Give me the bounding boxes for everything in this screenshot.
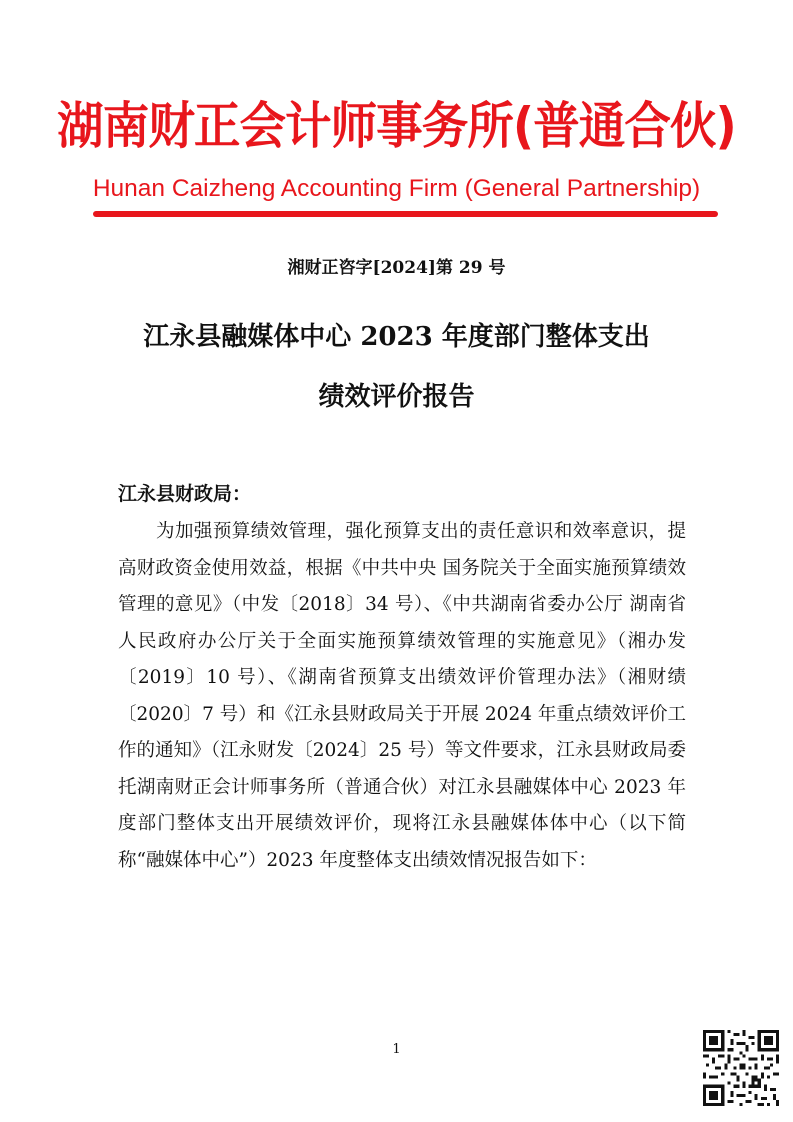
addressee: 江永县财政局： xyxy=(118,483,252,505)
firm-name: 湖南财正会计师事务所(普通合伙) xyxy=(57,97,736,155)
qr-code-icon xyxy=(703,1030,779,1106)
document-number: 湘财正咨字[2024]第 29 号 xyxy=(287,258,506,278)
firm-name-english: Hunan Caizheng Accounting Firm (General Partnership) xyxy=(92,175,701,202)
header-divider xyxy=(93,211,718,217)
report-title-line-2: 绩效评价报告 xyxy=(318,382,475,412)
report-title-line-1: 江永县融媒体中心 2023 年度部门整体支出 xyxy=(143,322,650,352)
page-number: 1 xyxy=(392,1042,401,1057)
body-paragraph: 为加强预算绩效管理，强化预算支出的责任意识和效率意识，提高财政资金使用效益，根据《中共中央 国务院关于全面实施预算绩效管理的意见》（中发〔2018〕34 号）、《中共湖南省委办公厅 湖南省人民政府办公厅关于全面实施预算绩效管理的实施意见》（湘办发〔2019〕10 号）、《湖南省预算支出绩效评价管理办法》（湘财绩〔2020〕7 号）和《江永县财政局关于开展 2024 年重点绩效评价工作的通知》（江永财发〔2024〕25 号）等文件要求，江永县财政局委托湖南财正会计师事务所（普通合伙）对江永县融媒体中心 2023 年度部门整体支出开展绩效评价，现将江永县融媒体体中心（以下简称“融媒体中心”）2023 年度整体支出绩效情况报告如下： xyxy=(118,521,686,871)
